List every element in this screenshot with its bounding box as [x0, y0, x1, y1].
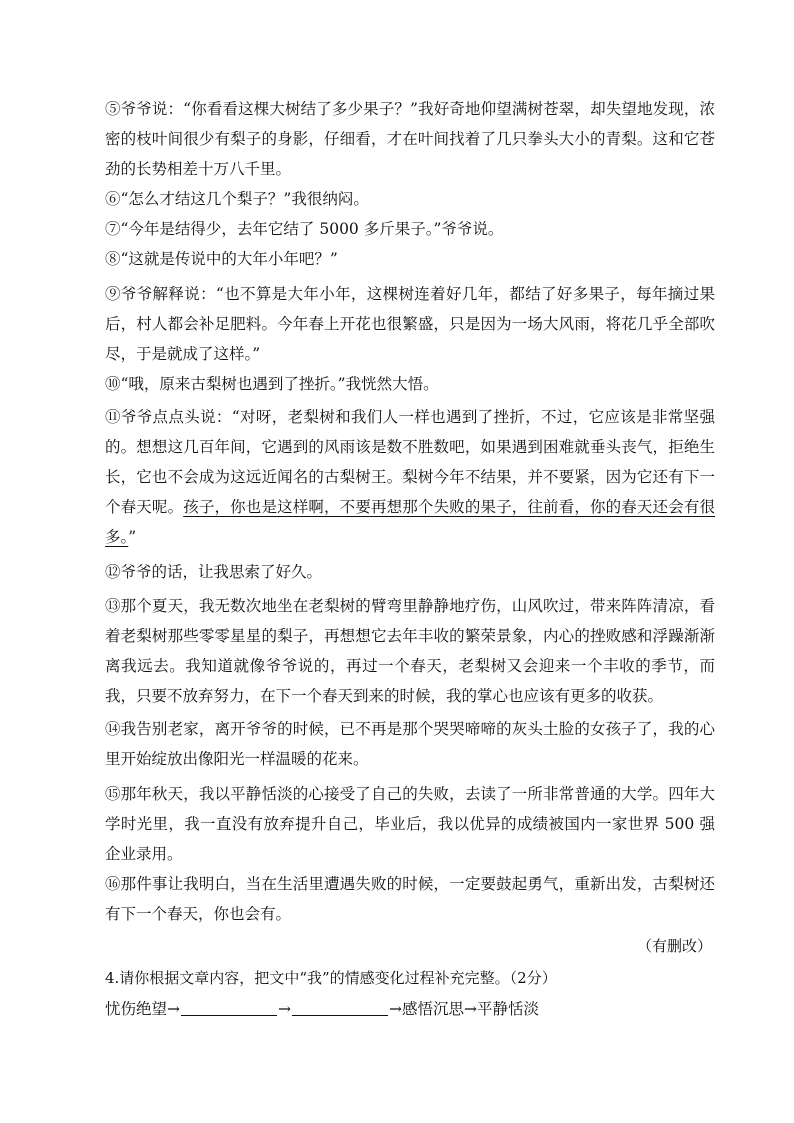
answer-blank-2[interactable] — [292, 999, 388, 1016]
paragraph-16: ⑯那件事让我明白，当在生活里遭遇失败的时候，一定要鼓起勇气，重新出发，古梨树还有下一个春天，你也会有。 — [105, 875, 715, 923]
emotion-stage-4: 感悟沉思 — [402, 1000, 465, 1018]
question-prompt: 4.请你根据文章内容，把文中“我”的情感变化过程补充完整。（2分） — [105, 969, 557, 987]
emotion-chain — [105, 994, 539, 1024]
arrow-icon: → — [167, 1000, 181, 1018]
paragraph-10: ⑩“哦，原来古梨树也遇到了挫折。”我恍然大悟。 — [105, 375, 439, 393]
arrow-icon: → — [464, 1000, 478, 1018]
arrow-icon: → — [278, 1000, 292, 1018]
arrow-icon: → — [389, 1000, 403, 1018]
emotion-stage-1: 忧伤绝望 — [105, 1000, 168, 1018]
paragraph-14: ⑭我告别老家，离开爷爷的时候，已不再是那个哭哭啼啼的灰头土脸的女孩子了，我的心里开始绽放出像阳光一样温暖的花来。 — [105, 720, 715, 768]
paragraph-11-end: ” — [128, 528, 137, 546]
paragraph-11-underlined: 孩子，你也是这样啊，不要再想那个失败的果子，往前看，你的春天还会有很多。 — [105, 498, 715, 546]
source-note: （有删改） — [636, 937, 712, 955]
paragraph-11 — [105, 402, 715, 552]
paragraph-5: ⑤爷爷说：“你看看这棵大树结了多少果子？”我好奇地仰望满树苍翠，却失望地发现，浓密的枝叶间很少有梨子的身影，仔细看，才在叶间找着了几只拳头大小的青梨。这和它苍劲的长势相差十万八千里。 — [105, 100, 715, 178]
paragraph-12: ⑫爷爷的话，让我思索了好久。 — [105, 563, 323, 581]
paragraph-6: ⑥“怎么才结这几个梨子？”我很纳闷。 — [105, 190, 369, 208]
emotion-stage-5: 平静恬淡 — [477, 1000, 540, 1018]
answer-blank-1[interactable] — [181, 999, 277, 1016]
paragraph-11-text: ⑪爷爷点点头说：“对呀，老梨树和我们人一样也遇到了挫折，不过，它应该是非常坚强的。想想这几百年间，它遇到的风雨该是数不胜数吧，如果遇到困难就垂头丧气，拒绝生长，它也不会成为这远近闻名的古梨树王。梨树今年不结果，并不要紧，因为它还有下一个春天呢。 — [105, 408, 715, 516]
paragraph-15: ⑮那年秋天，我以平静恬淡的心接受了自己的失败，去读了一所非常普通的大学。四年大学时光里，我一直没有放弃提升自己，毕业后，我以优异的成绩被国内一家世界 500 强企业录用。 — [105, 785, 715, 863]
paragraph-13: ⑬那个夏天，我无数次地坐在老梨树的臂弯里静静地疗伤，山风吹过，带来阵阵清凉，看着老梨树那些零零星星的梨子，再想想它去年丰收的繁荣景象，内心的挫败感和浮躁渐渐离我远去。我知道就像爷爷说的，再过一个春天，老梨树又会迎来一个丰收的季节，而我，只要不放弃努力，在下一个春天到来的时候，我的掌心也应该有更多的收获。 — [105, 597, 715, 705]
paragraph-7: ⑦“今年是结得少，去年它结了 5000 多斤果子。”爷爷说。 — [105, 220, 504, 238]
paragraph-9: ⑨爷爷解释说：“也不算是大年小年，这棵树连着好几年，都结了好多果子，每年摘过果后，村人都会补足肥料。今年春上开花也很繁盛，只是因为一场大风雨，将花几乎全部吹尽，于是就成了这样。” — [105, 285, 715, 363]
paragraph-8: ⑧“这就是传说中的大年小年吧？” — [105, 250, 338, 268]
